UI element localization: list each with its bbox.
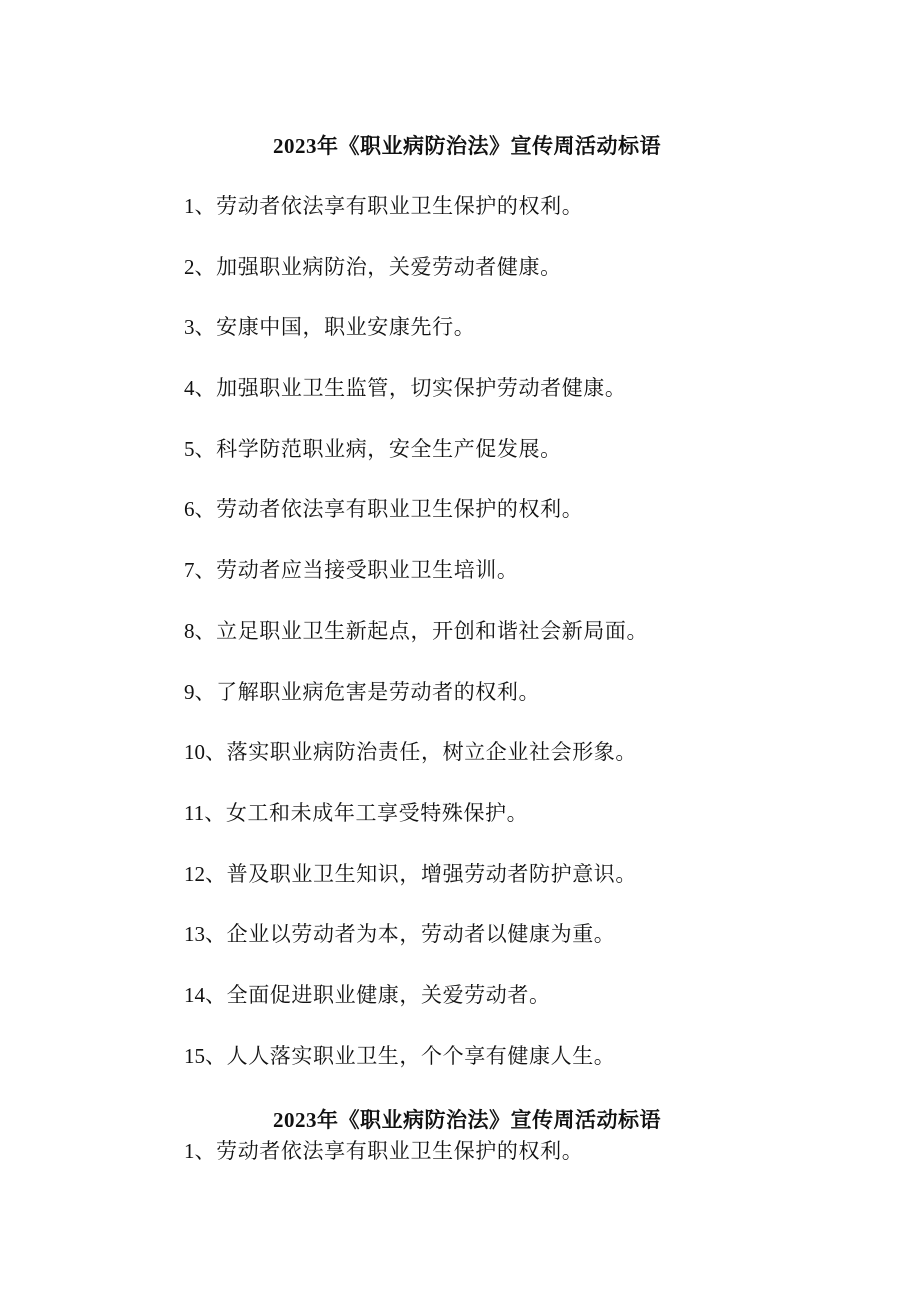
slogan-number: 14 <box>184 982 205 1007</box>
slogan-number: 7 <box>184 558 195 583</box>
slogan-item <box>184 799 648 860</box>
slogan-item <box>184 374 648 435</box>
slogan-item <box>184 192 648 253</box>
slogan-separator: 、 <box>205 922 227 947</box>
slogan-separator: 、 <box>194 315 217 340</box>
slogan-number: 1 <box>184 1139 195 1163</box>
slogan-text: 加强职业病防治，关爱劳动者健康。 <box>216 254 562 279</box>
slogan-number: 2 <box>184 254 195 279</box>
slogan-separator: 、 <box>204 800 226 825</box>
slogan-separator: 、 <box>205 861 227 886</box>
slogan-number: 15 <box>184 1043 205 1068</box>
slogan-separator: 、 <box>194 1139 217 1163</box>
slogan-text: 劳动者依法享有职业卫生保护的权利。 <box>216 194 584 218</box>
slogan-item <box>184 678 648 739</box>
slogan-item <box>184 313 648 374</box>
slogan-number: 1 <box>184 194 195 218</box>
slogan-number: 9 <box>184 679 195 704</box>
slogan-text: 落实职业病防治责任，树立企业社会形象。 <box>226 740 638 765</box>
slogan-text: 全面促进职业健康，关爱劳动者。 <box>226 982 551 1007</box>
slogan-number: 11 <box>184 800 205 825</box>
slogan-separator: 、 <box>205 740 227 765</box>
slogan-item <box>184 860 648 921</box>
slogan-text: 加强职业卫生监管，切实保护劳动者健康。 <box>216 376 627 401</box>
slogan-separator: 、 <box>194 194 217 218</box>
slogan-item <box>184 1042 648 1103</box>
slogan-text: 立足职业卫生新起点，开创和谐社会新局面。 <box>216 618 649 643</box>
slogan-item <box>184 1137 583 1167</box>
slogan-number: 8 <box>184 618 195 643</box>
slogan-item <box>184 556 648 617</box>
slogan-text: 劳动者依法享有职业卫生保护的权利。 <box>216 497 584 522</box>
slogan-item <box>184 617 648 678</box>
slogan-separator: 、 <box>194 254 217 279</box>
slogan-number: 5 <box>184 436 195 461</box>
slogan-separator: 、 <box>194 497 217 522</box>
slogan-separator: 、 <box>194 436 217 461</box>
slogan-item <box>184 435 648 496</box>
slogan-text: 科学防范职业病，安全生产促发展。 <box>216 436 562 461</box>
repeat-slogan-list <box>184 1137 583 1167</box>
slogan-number: 3 <box>184 315 195 340</box>
slogan-item <box>184 920 648 981</box>
slogan-separator: 、 <box>194 679 217 704</box>
slogan-text: 女工和未成年工享受特殊保护。 <box>225 800 529 825</box>
document-title: 2023年《职业病防治法》宣传周活动标语 <box>273 134 661 158</box>
slogan-text: 劳动者依法享有职业卫生保护的权利。 <box>216 1139 584 1163</box>
slogan-separator: 、 <box>194 558 217 583</box>
slogan-list <box>184 192 648 1102</box>
slogan-number: 4 <box>184 376 195 401</box>
slogan-number: 10 <box>184 740 205 765</box>
slogan-text: 安康中国，职业安康先行。 <box>216 315 476 340</box>
slogan-number: 12 <box>184 861 205 886</box>
slogan-text: 普及职业卫生知识，增强劳动者防护意识。 <box>226 861 638 886</box>
repeat-document-title: 2023年《职业病防治法》宣传周活动标语 <box>273 1108 661 1132</box>
slogan-separator: 、 <box>194 618 217 643</box>
slogan-number: 13 <box>184 922 205 947</box>
slogan-separator: 、 <box>205 1043 227 1068</box>
slogan-number: 6 <box>184 497 195 522</box>
slogan-item <box>184 738 648 799</box>
slogan-item <box>184 253 648 314</box>
slogan-item <box>184 495 648 556</box>
slogan-item <box>184 981 648 1042</box>
slogan-separator: 、 <box>194 376 217 401</box>
slogan-text: 劳动者应当接受职业卫生培训。 <box>216 558 519 583</box>
slogan-text: 了解职业病危害是劳动者的权利。 <box>216 679 541 704</box>
slogan-text: 人人落实职业卫生，个个享有健康人生。 <box>226 1043 616 1068</box>
slogan-separator: 、 <box>205 982 227 1007</box>
slogan-text: 企业以劳动者为本，劳动者以健康为重。 <box>226 922 616 947</box>
